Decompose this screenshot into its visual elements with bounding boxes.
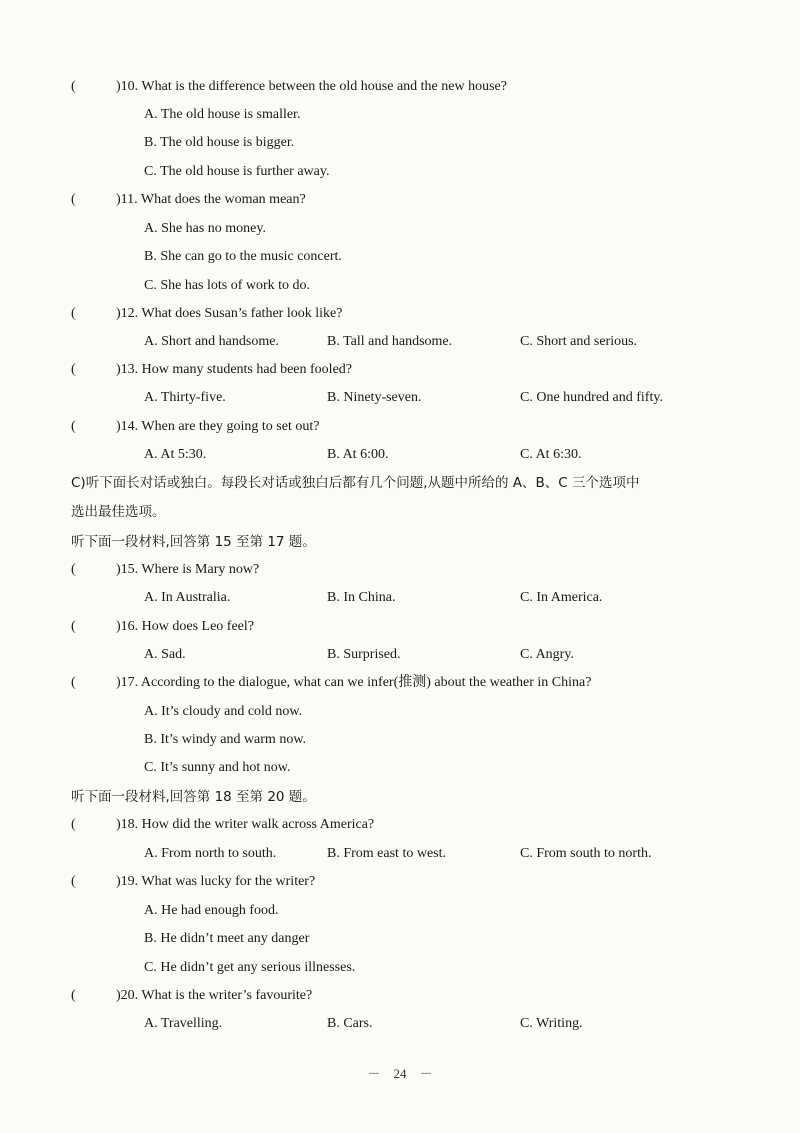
question-text: )20. What is the writer’s favourite? xyxy=(116,988,313,1003)
option-c: C. The old house is further away. xyxy=(144,164,330,179)
option-c: C. One hundred and fifty. xyxy=(520,390,663,405)
option-a: A. Sad. xyxy=(144,647,186,662)
answer-bracket: ( xyxy=(71,619,76,634)
answer-bracket: ( xyxy=(71,79,76,94)
option-b: B. The old house is bigger. xyxy=(144,135,295,150)
question-text: )19. What was lucky for the writer? xyxy=(116,874,316,889)
option-a: A. Travelling. xyxy=(144,1016,223,1031)
option-a: A. It’s cloudy and cold now. xyxy=(144,704,303,719)
option-c: C. Writing. xyxy=(520,1016,583,1031)
answer-bracket: ( xyxy=(71,306,76,321)
option-a: A. At 5:30. xyxy=(144,447,207,462)
option-b: B. In China. xyxy=(327,590,396,605)
option-a: A. She has no money. xyxy=(144,221,266,236)
option-b: B. At 6:00. xyxy=(327,447,389,462)
answer-bracket: ( xyxy=(71,362,76,377)
answer-bracket: ( xyxy=(71,192,76,207)
answer-bracket: ( xyxy=(71,988,76,1003)
question-text: )11. What does the woman mean? xyxy=(116,192,306,207)
question-text: )15. Where is Mary now? xyxy=(116,562,260,577)
option-c: C. From south to north. xyxy=(520,846,652,861)
question-text: )14. When are they going to set out? xyxy=(116,419,320,434)
group-instruction: 听下面一段材料,回答第 15 至第 17 题。 xyxy=(71,534,316,550)
question-text: )16. How does Leo feel? xyxy=(116,619,255,634)
option-b: B. Ninety-seven. xyxy=(327,390,422,405)
option-b: B. She can go to the music concert. xyxy=(144,249,342,264)
option-c: C. In America. xyxy=(520,590,603,605)
option-c: C. It’s sunny and hot now. xyxy=(144,760,291,775)
option-b: B. Cars. xyxy=(327,1016,373,1031)
option-b: B. Tall and handsome. xyxy=(327,334,453,349)
option-c: C. He didn’t get any serious illnesses. xyxy=(144,960,356,975)
option-a: A. In Australia. xyxy=(144,590,231,605)
question-text: )10. What is the difference between the old house and the new house? xyxy=(116,79,507,94)
question-text: )17. According to the dialogue, what can we infer(推测) about the weather in China? xyxy=(116,675,592,690)
page-number: － 24 － xyxy=(367,1066,433,1081)
question-text: )18. How did the writer walk across America? xyxy=(116,817,375,832)
option-b: B. It’s windy and warm now. xyxy=(144,732,307,747)
option-a: A. The old house is smaller. xyxy=(144,107,301,122)
option-a: A. He had enough food. xyxy=(144,903,279,918)
option-a: A. Thirty-five. xyxy=(144,390,226,405)
answer-bracket: ( xyxy=(71,874,76,889)
group-instruction: 听下面一段材料,回答第 18 至第 20 题。 xyxy=(71,789,316,805)
section-c-instructions-cont: 选出最佳选项。 xyxy=(71,504,166,520)
question-text: )13. How many students had been fooled? xyxy=(116,362,352,377)
option-b: B. From east to west. xyxy=(327,846,446,861)
answer-bracket: ( xyxy=(71,419,76,434)
answer-bracket: ( xyxy=(71,675,76,690)
question-text: )12. What does Susan’s father look like? xyxy=(116,306,343,321)
option-a: A. Short and handsome. xyxy=(144,334,279,349)
option-c: C. She has lots of work to do. xyxy=(144,278,311,293)
answer-bracket: ( xyxy=(71,562,76,577)
option-b: B. Surprised. xyxy=(327,647,401,662)
option-a: A. From north to south. xyxy=(144,846,277,861)
option-c: C. Angry. xyxy=(520,647,574,662)
answer-bracket: ( xyxy=(71,817,76,832)
section-c-instructions: C)听下面长对话或独白。每段长对话或独白后都有几个问题,从题中所给的 A、B、C 三个选项中 xyxy=(71,475,640,491)
option-b: B. He didn’t meet any danger xyxy=(144,931,310,946)
option-c: C. Short and serious. xyxy=(520,334,638,349)
option-c: C. At 6:30. xyxy=(520,447,582,462)
